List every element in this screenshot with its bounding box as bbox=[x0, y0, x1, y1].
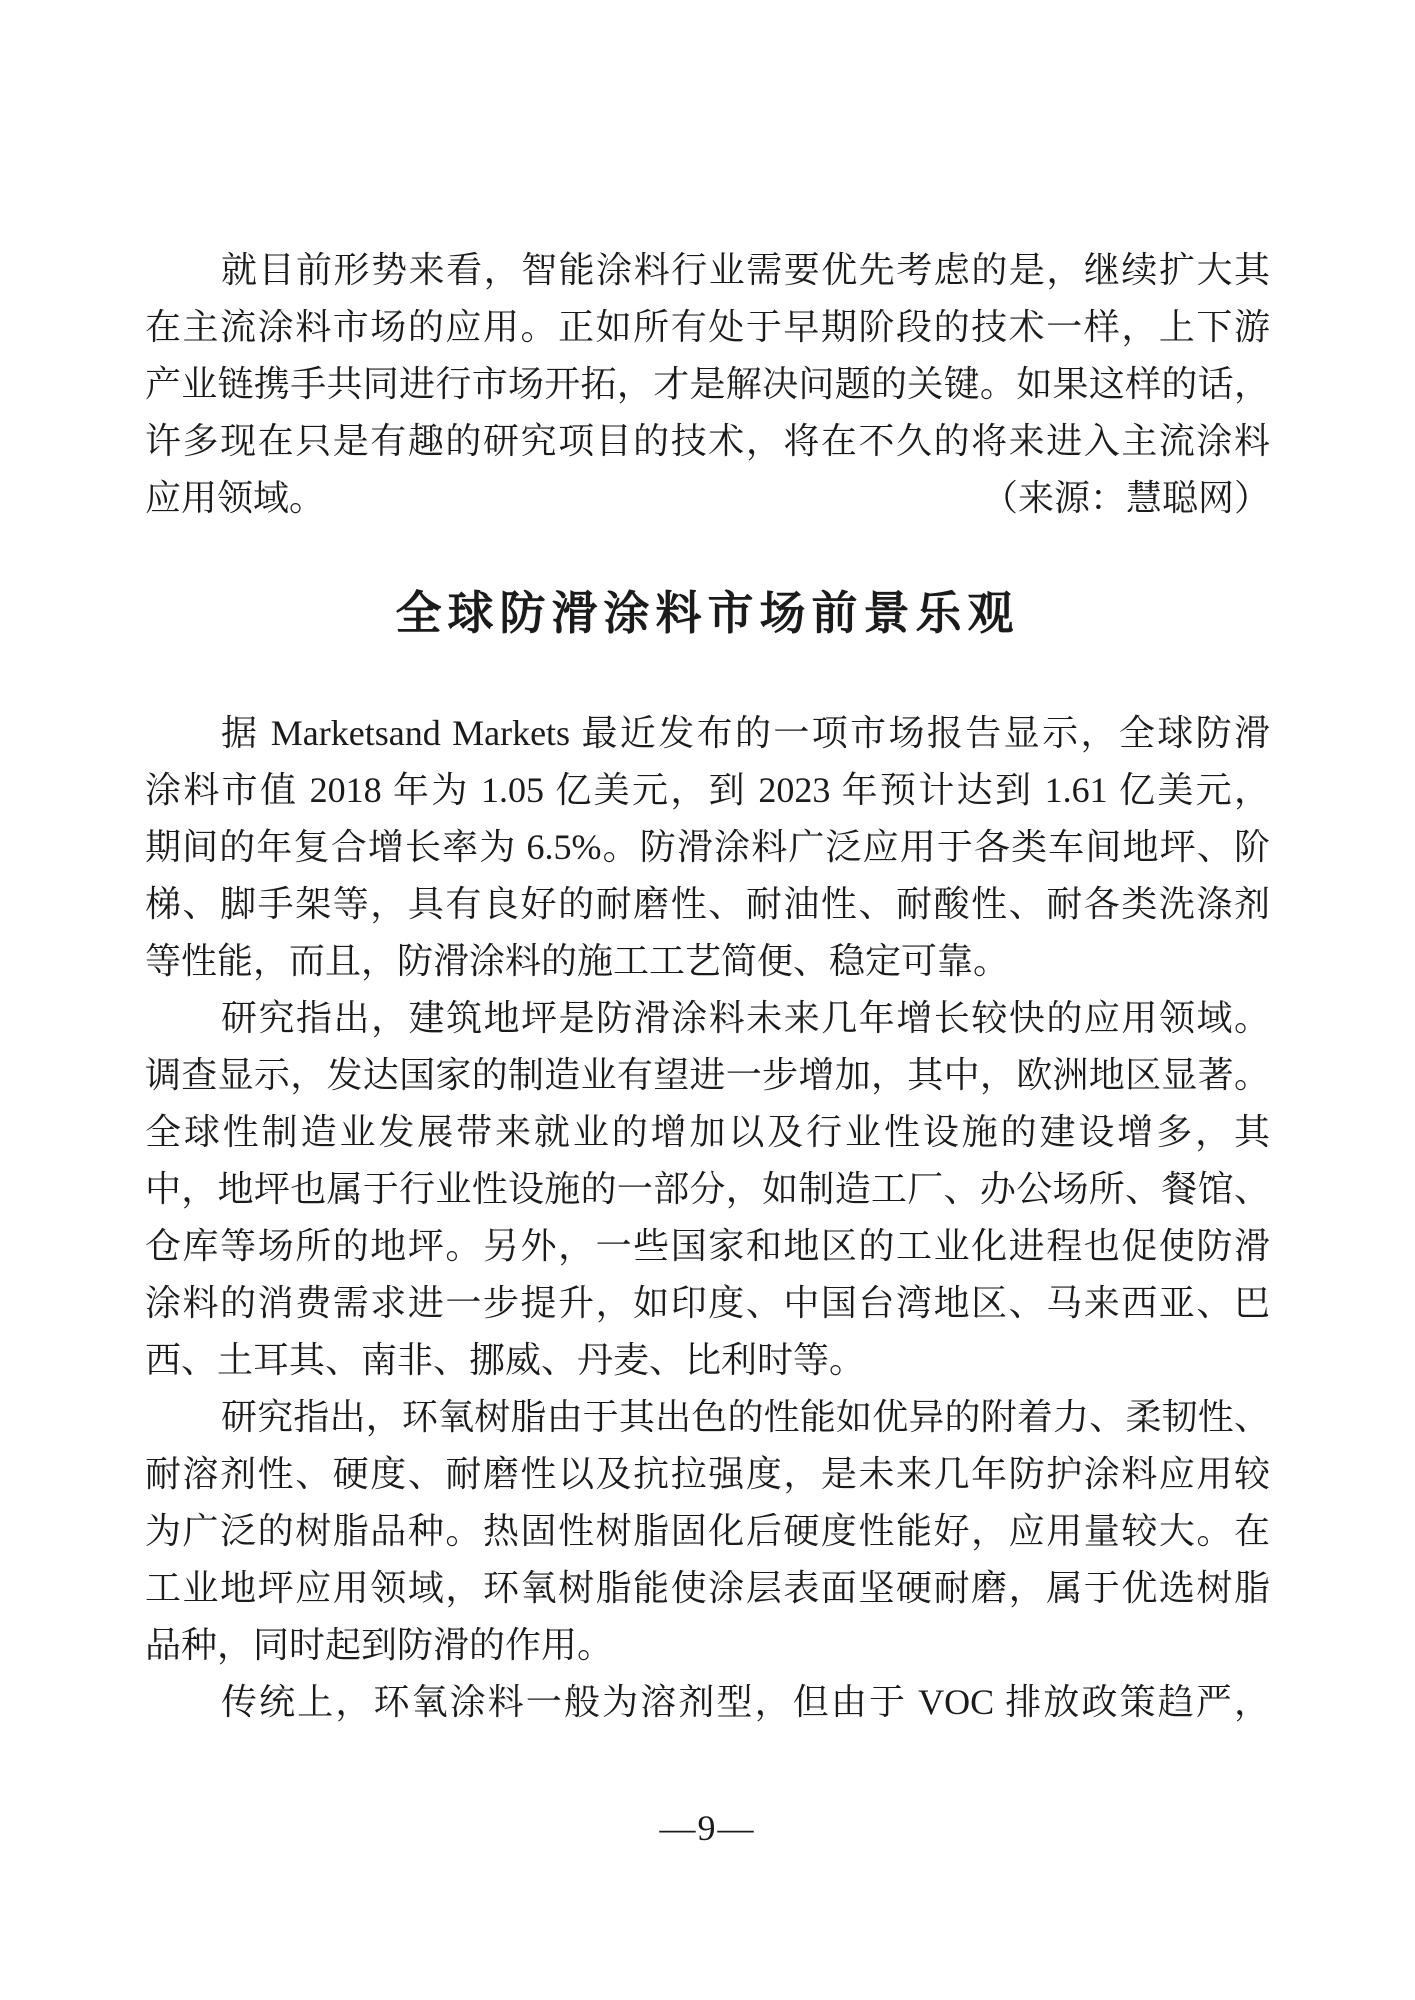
section-heading: 全球防滑涂料市场前景乐观 bbox=[395, 588, 1020, 639]
text-line: 品种，同时起到防滑的作用。 bbox=[145, 1625, 614, 1665]
text-line: 在主流涂料市场的应用。正如所有处于早期阶段的技术一样，上下游 bbox=[145, 307, 1270, 347]
text-line-left: 应用领域。 bbox=[145, 478, 326, 518]
paragraph-construction-flooring-growth bbox=[145, 990, 1270, 1389]
text-line: 仓库等场所的地坪。另外，一些国家和地区的工业化进程也促使防滑 bbox=[145, 1226, 1270, 1266]
text-line: 全球性制造业发展带来就业的增加以及行业性设施的建设增多，其 bbox=[145, 1112, 1270, 1152]
text-line: 期间的年复合增长率为 6.5%。防滑涂料广泛应用于各类车间地坪、阶 bbox=[145, 827, 1270, 867]
paragraph-smart-coatings-conclusion bbox=[145, 242, 1270, 527]
text-line: 就目前形势来看，智能涂料行业需要优先考虑的是，继续扩大其 bbox=[221, 250, 1270, 290]
text-line: 调查显示，发达国家的制造业有望进一步增加，其中，欧洲地区显著。 bbox=[145, 1055, 1270, 1095]
text-line: 梯、脚手架等，具有良好的耐磨性、耐油性、耐酸性、耐各类洗涤剂 bbox=[145, 884, 1270, 924]
text-line: 为广泛的树脂品种。热固性树脂固化后硬度性能好，应用量较大。在 bbox=[145, 1511, 1270, 1551]
text-line: 工业地坪应用领域，环氧树脂能使涂层表面坚硬耐磨，属于优选树脂 bbox=[145, 1568, 1270, 1608]
text-line: 产业链携手共同进行市场开拓，才是解决问题的关键。如果这样的话， bbox=[145, 364, 1270, 404]
text-line: 中，地坪也属于行业性设施的一部分，如制造工厂、办公场所、餐馆、 bbox=[145, 1169, 1270, 1209]
text-line: 西、土耳其、南非、挪威、丹麦、比利时等。 bbox=[145, 1340, 866, 1380]
page-number: —9— bbox=[659, 1808, 756, 1848]
text-line: 据 Marketsand Markets 最近发布的一项市场报告显示，全球防滑 bbox=[221, 713, 1270, 753]
paragraph-voc-policy bbox=[145, 1674, 1270, 1731]
text-line: 传统上，环氧涂料一般为溶剂型，但由于 VOC 排放政策趋严， bbox=[221, 1682, 1270, 1722]
text-line: 研究指出，建筑地坪是防滑涂料未来几年增长较快的应用领域。 bbox=[221, 998, 1270, 1038]
paragraph-epoxy-resin-properties bbox=[145, 1389, 1270, 1674]
text-line bbox=[145, 470, 1270, 527]
text-line: 涂料市值 2018 年为 1.05 亿美元，到 2023 年预计达到 1.61 亿美元， bbox=[145, 770, 1270, 810]
text-line: 涂料的消费需求进一步提升，如印度、中国台湾地区、马来西亚、巴 bbox=[145, 1283, 1270, 1323]
paragraph-market-report-figures bbox=[145, 705, 1270, 990]
text-line: 许多现在只是有趣的研究项目的技术，将在不久的将来进入主流涂料 bbox=[145, 421, 1270, 461]
source-note: （来源：慧聪网） bbox=[981, 478, 1270, 518]
text-line: 研究指出，环氧树脂由于其出色的性能如优异的附着力、柔韧性、 bbox=[221, 1397, 1270, 1437]
text-line: 等性能，而且，防滑涂料的施工工艺简便、稳定可靠。 bbox=[145, 941, 1010, 981]
text-line: 耐溶剂性、硬度、耐磨性以及抗拉强度，是未来几年防护涂料应用较 bbox=[145, 1454, 1270, 1494]
